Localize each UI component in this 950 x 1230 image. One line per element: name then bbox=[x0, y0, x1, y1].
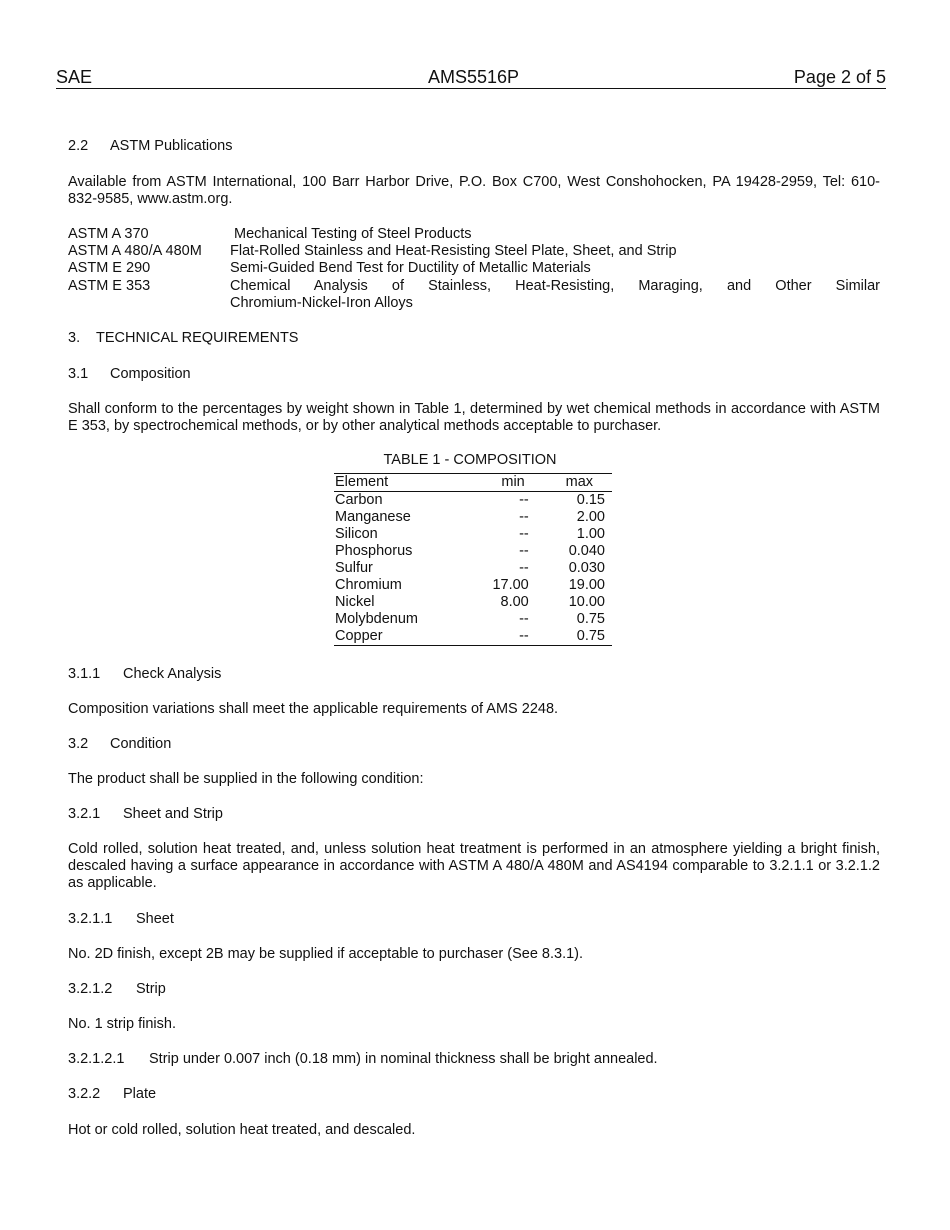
bright-annealed-requirement: Strip under 0.007 inch (0.18 mm) in nominal thickness shall be bright annealed. bbox=[149, 1051, 658, 1067]
heading-3-2-1-title: Sheet and Strip bbox=[123, 806, 223, 822]
heading-3-2-1: 3.2.1 Sheet and Strip bbox=[68, 806, 223, 822]
check-analysis-paragraph: Composition variations shall meet the applicable requirements of AMS 2248. bbox=[68, 701, 559, 717]
composition-table bbox=[334, 473, 612, 646]
heading-3-1-1: 3.1.1 Check Analysis bbox=[68, 666, 222, 682]
heading-2-2: 2.2 ASTM Publications bbox=[68, 138, 233, 154]
page-header bbox=[56, 66, 886, 89]
heading-3-1-title: Composition bbox=[110, 366, 191, 382]
table-row: Chromium 17.00 19.00 bbox=[335, 577, 605, 593]
sheet-paragraph: No. 2D finish, except 2B may be supplied if acceptable to purchaser (See 8.3.1). bbox=[68, 946, 584, 962]
heading-3-2-1-1: 3.2.1.1 Sheet bbox=[68, 911, 174, 927]
table-title: TABLE 1 - COMPOSITION bbox=[383, 452, 557, 468]
condition-paragraph: The product shall be supplied in the following condition: bbox=[68, 771, 424, 787]
header-org: SAE bbox=[56, 67, 93, 87]
table-row: Silicon -- 1.00 bbox=[335, 526, 605, 542]
table-row: Nickel 8.00 10.00 bbox=[335, 594, 605, 610]
table-row: Molybdenum -- 0.75 bbox=[335, 611, 605, 627]
heading-3-1-1-title: Check Analysis bbox=[123, 666, 222, 682]
column-header-element: Element bbox=[334, 474, 482, 492]
astm-availability-paragraph: Available from ASTM International, 100 Barr Harbor Drive, P.O. Box C700, West Conshohocken, PA 19428-2959, Tel: 610-832-9585, www.astm.org. bbox=[68, 174, 880, 207]
heading-3-2-2: 3.2.2 Plate bbox=[68, 1086, 157, 1102]
table-row: Phosphorus -- 0.040 bbox=[335, 543, 605, 559]
heading-3-2-1-2-1: 3.2.1.2.1 Strip under 0.007 inch (0.18 mm) in nominal thickness shall be bright annealed. bbox=[68, 1051, 658, 1067]
table-header-row bbox=[334, 474, 612, 492]
header-page-number: Page 2 of 5 bbox=[793, 67, 886, 87]
column-header-max: max bbox=[529, 474, 612, 492]
composition-paragraph: Shall conform to the percentages by weight shown in Table 1, determined by wet chemical methods in accordance with ASTM E 353, by spectrochemical methods, or by other analytical methods acceptable to purchaser. bbox=[68, 401, 880, 434]
heading-3-2: 3.2 Condition bbox=[68, 736, 172, 752]
table-row: Carbon -- 0.15 bbox=[335, 492, 605, 508]
table-row: Copper -- 0.75 bbox=[335, 628, 605, 644]
heading-3-2-1-1-title: Sheet bbox=[136, 911, 174, 927]
plate-paragraph: Hot or cold rolled, solution heat treated, and descaled. bbox=[68, 1122, 416, 1138]
heading-2-2-title: ASTM Publications bbox=[110, 138, 233, 154]
sheet-strip-paragraph: Cold rolled, solution heat treated, and, unless solution heat treatment is performed in an atmosphere yielding a bright finish, descaled having a surface appearance in accordance with ASTM A 480/A 480M and AS4194 comparable to 3.2.1.1 or 3.2.1.2 as applicable. bbox=[68, 841, 880, 891]
header-doc-number: AMS5516P bbox=[428, 67, 520, 87]
table-row: Sulfur -- 0.030 bbox=[335, 560, 605, 576]
heading-3-2-title: Condition bbox=[110, 736, 172, 752]
table-row: Manganese -- 2.00 bbox=[335, 509, 605, 525]
heading-3-1: 3.1 Composition bbox=[68, 366, 191, 382]
strip-paragraph: No. 1 strip finish. bbox=[68, 1016, 176, 1032]
composition-table-container bbox=[334, 452, 612, 646]
heading-3-2-1-2: 3.2.1.2 Strip bbox=[68, 981, 166, 997]
heading-3-title: TECHNICAL REQUIREMENTS bbox=[96, 330, 299, 346]
heading-3-2-2-title: Plate bbox=[123, 1086, 157, 1102]
heading-3: 3. TECHNICAL REQUIREMENTS bbox=[68, 330, 299, 346]
heading-3-2-1-2-title: Strip bbox=[136, 981, 166, 997]
column-header-min: min bbox=[482, 474, 529, 492]
